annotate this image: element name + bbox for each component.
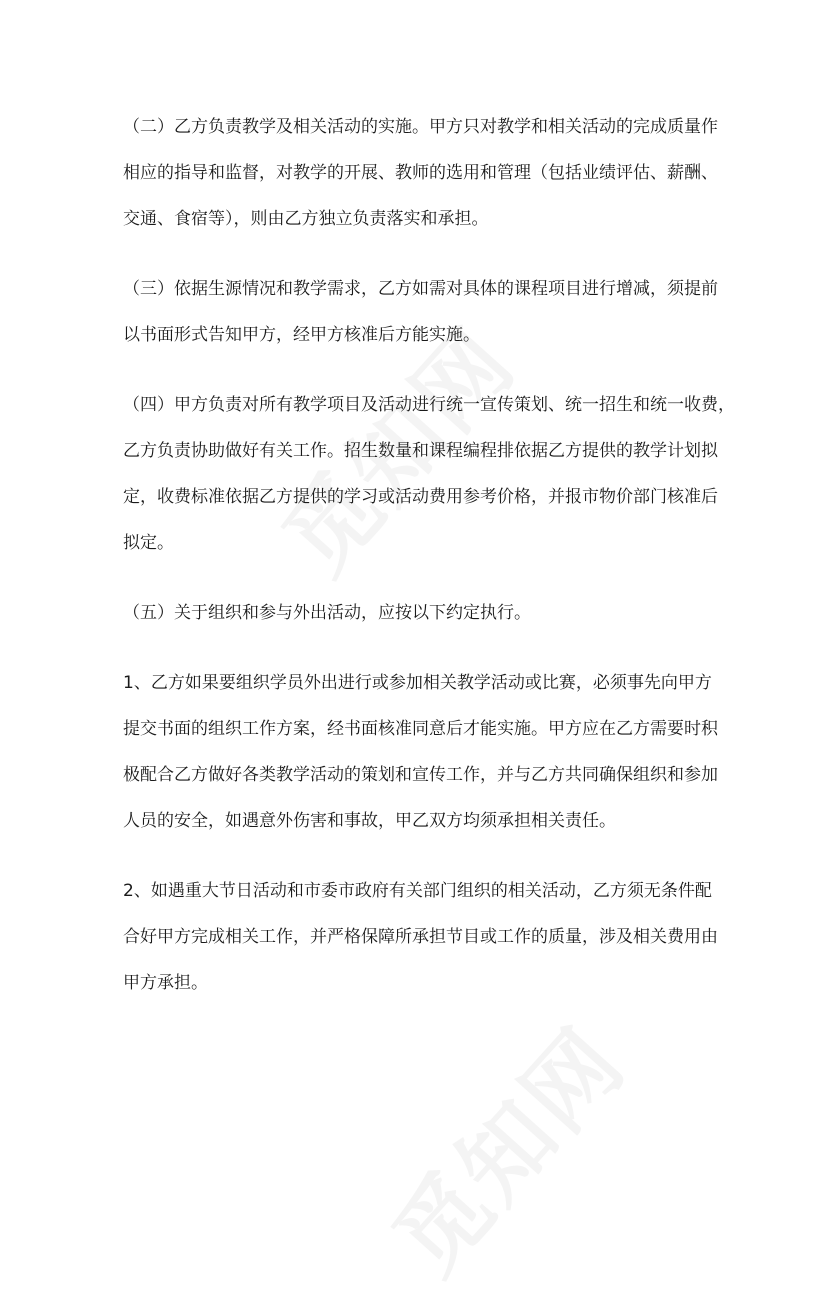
text-line: 人员的安全，如遇意外伤害和事故，甲乙双方均须承担相关责任。 <box>123 811 616 831</box>
text-line: （三）依据生源情况和教学需求，乙方如需对具体的课程项目进行增减，须提前 <box>123 279 718 299</box>
text-line: （五）关于组织和参与外出活动，应按以下约定执行。 <box>123 603 531 623</box>
text-line: 相应的指导和监督，对教学的开展、教师的选用和管理（包括业绩评估、薪酬、 <box>123 163 718 183</box>
clause-1 <box>123 660 723 844</box>
document-body <box>123 104 735 1030</box>
text-line: 以书面形式告知甲方，经甲方核准后方能实施。 <box>123 325 480 345</box>
paragraph-2 <box>123 104 723 242</box>
text-line: 1、乙方如果要组织学员外出进行或参加相关教学活动或比赛，必须事先向甲方 <box>123 673 712 693</box>
text-line: （四）甲方负责对所有教学项目及活动进行统一宣传策划、统一招生和统一收费， <box>123 395 735 415</box>
text-line: 提交书面的组织工作方案，经书面核准同意后才能实施。甲方应在乙方需要时积 <box>123 719 718 739</box>
text-line: 定，收费标准依据乙方提供的学习或活动费用参考价格，并报市物价部门核准后 <box>123 487 718 507</box>
text-line: 拟定。 <box>123 533 174 553</box>
paragraph-3 <box>123 266 723 358</box>
text-line: 甲方承担。 <box>123 973 208 993</box>
text-line: 交通、食宿等），则由乙方独立负责落实和承担。 <box>123 209 489 229</box>
paragraph-5 <box>123 590 723 636</box>
text-line: （二）乙方负责教学及相关活动的实施。甲方只对教学和相关活动的完成质量作 <box>123 117 718 137</box>
clause-2 <box>123 868 723 1006</box>
text-line: 乙方负责协助做好有关工作。招生数量和课程编程排依据乙方提供的教学计划拟 <box>123 441 718 461</box>
text-line: 2、如遇重大节日活动和市委市政府有关部门组织的相关活动，乙方须无条件配 <box>123 881 712 901</box>
text-line: 极配合乙方做好各类教学活动的策划和宣传工作，并与乙方共同确保组织和参加 <box>123 765 718 785</box>
watermark <box>359 995 650 1297</box>
text-line: 合好甲方完成相关工作，并严格保障所承担节目或工作的质量，涉及相关费用由 <box>123 927 718 947</box>
paragraph-4 <box>123 382 735 566</box>
